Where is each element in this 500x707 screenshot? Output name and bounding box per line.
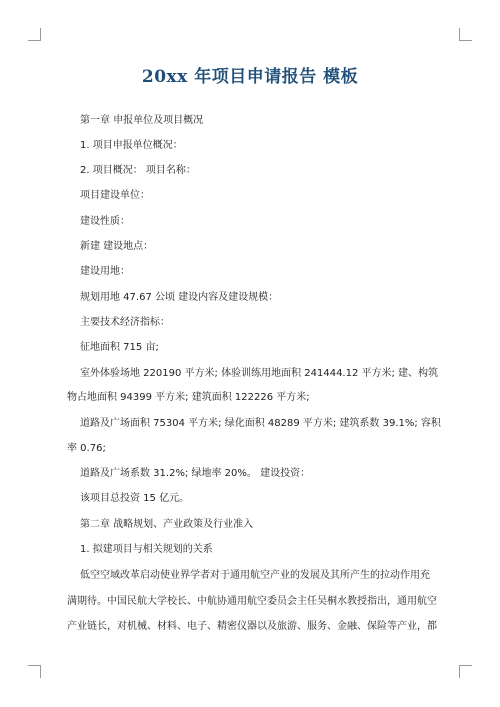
chapter-heading: 第一章 申报单位及项目概况 bbox=[80, 115, 204, 126]
body-line: 低空空域改革启动使业界学者对于通用航空产业的发展及其所产生的拉动作用充 bbox=[80, 570, 430, 581]
section-heading: 1. 拟建项目与相关规划的关系 bbox=[80, 544, 213, 555]
body-line: 道路及广场系数 31.2%; 绿地率 20%。 建设投资： bbox=[80, 468, 311, 479]
document-title: 20xx 年项目申请报告 模板 bbox=[141, 67, 359, 87]
chapter-heading: 第二章 战略规划、产业政策及行业准入 bbox=[80, 519, 254, 530]
body-line: 项目建设单位： bbox=[80, 190, 150, 201]
body-line: 新建 建设地点： bbox=[80, 241, 154, 252]
page-corner-mark-top-left bbox=[28, 28, 41, 41]
page-corner-mark-top-right bbox=[459, 28, 472, 41]
body-line: 建设用地： bbox=[80, 266, 130, 277]
section-heading: 1. 项目申报单位概况： bbox=[80, 140, 183, 151]
body-line-continued: 满期待。中国民航大学校长、中航协通用航空委员会主任吴桐水教授指出，通用航空 bbox=[67, 596, 437, 607]
body-line: 建设性质： bbox=[80, 216, 130, 227]
page-corner-mark-bottom-left bbox=[28, 665, 41, 678]
body-line: 征地面积 715 亩; bbox=[80, 342, 159, 353]
body-line: 2. 项目概况： 项目名称： bbox=[80, 165, 196, 176]
body-line: 道路及广场面积 75304 平方米; 绿化面积 48289 平方米; 建筑系数 39.1%; 容积 bbox=[80, 418, 441, 429]
body-line: 规划用地 47.67 公顷 建设内容及建设规模： bbox=[80, 292, 279, 303]
body-line: 主要技术经济指标： bbox=[80, 317, 170, 328]
body-line-continued: 物占地面积 94399 平方米; 建筑面积 122226 平方米; bbox=[67, 392, 310, 403]
page-corner-mark-bottom-right bbox=[459, 665, 472, 678]
body-line: 该项目总投资 15 亿元。 bbox=[80, 493, 190, 504]
body-line-continued: 产业链长，对机械、材料、电子、精密仪器以及旅游、服务、金融、保险等产业，都 bbox=[67, 621, 437, 632]
body-line-continued: 率 0.76; bbox=[67, 443, 106, 454]
body-line: 室外体验场地 220190 平方米; 体验训练用地面积 241444.12 平方米; 建、构筑 bbox=[80, 368, 439, 379]
